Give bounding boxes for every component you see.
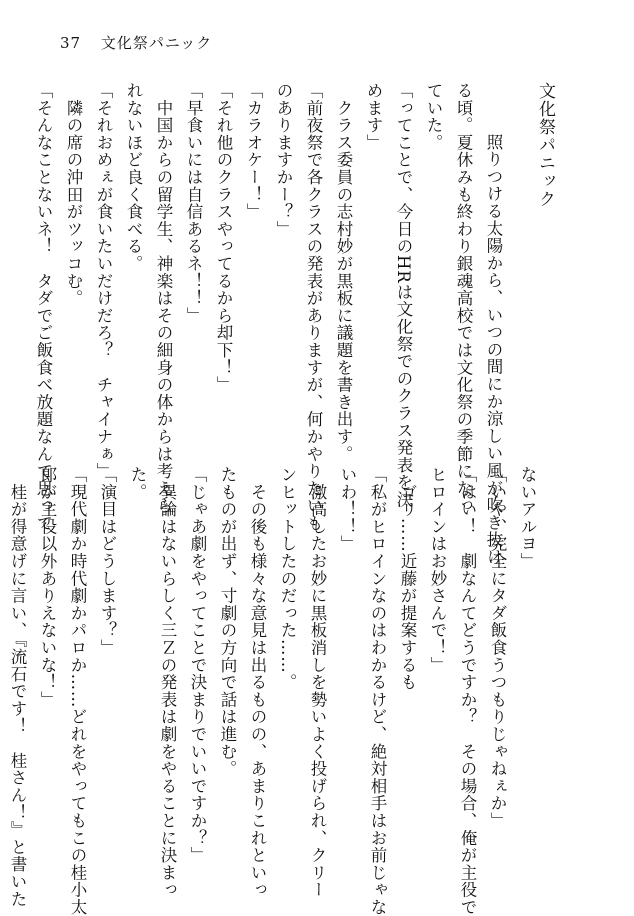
text-line: 「早食いには自信あるネ！！」 xyxy=(184,82,203,325)
text-line: 「ってことで、今日のHRは文化祭でのクラス発表を決 xyxy=(394,82,413,509)
text-line: 隣の席の沖田がツッコむ。 xyxy=(64,82,83,307)
page-number: 37 xyxy=(60,34,82,52)
chapter-title: 文化祭パニック xyxy=(535,82,555,208)
text-line: 「カラオケー！」 xyxy=(244,82,263,221)
text-line: 異論はないらしく三Ｚの発表は劇をやることに決まっ xyxy=(158,466,177,899)
text-line: いわ！！」 xyxy=(338,466,357,553)
text-line: 「演目はどうします？」 xyxy=(98,466,117,657)
text-line: ていた。 xyxy=(424,82,443,152)
text-line: れないほど良く食べる。 xyxy=(124,82,143,273)
text-line: た。 xyxy=(128,466,147,501)
text-line: クラス委員の志村妙が黒板に議題を書き出す。 xyxy=(334,82,353,463)
text-line: ないアルヨ」 xyxy=(518,466,537,570)
text-line: 「現代劇か時代劇かパロか……どれをやってもこの桂小太 xyxy=(68,466,87,916)
text-line: ンヒットしたのだった……。 xyxy=(278,466,297,691)
text-line: 「それ他のクラスやってるから却下！」 xyxy=(214,82,233,394)
text-line: めます」 xyxy=(364,82,383,152)
text-line: 桂が得意げに言い、『流石です！ 桂さん！』と書いた xyxy=(8,466,27,908)
text-line: 「じゃあ劇をやってことで決まりでいいですか？」 xyxy=(188,466,207,864)
text-line: その後も様々な意見は出るものの、あまりこれといっ xyxy=(248,466,267,899)
text-line: 郎が主役以外ありえないな！」 xyxy=(38,466,57,709)
text-line: ヒロインはお妙さんで！」 xyxy=(428,466,447,674)
text-line: 「そんなことないネ！ タダでご飯食べ放題なんて思って xyxy=(34,82,53,532)
text-line: のありますかー？」 xyxy=(274,82,293,238)
running-header xyxy=(60,32,212,53)
text-line: ゴリ……近藤が提案するも xyxy=(398,466,417,691)
text-line: たものが出ず、寸劇の方向で話は進む。 xyxy=(218,466,237,778)
text-line: る頃。夏休みも終わり銀魂高校では文化祭の季節になっ xyxy=(454,82,473,515)
text-block-bottom xyxy=(0,466,542,916)
text-line: 「私がヒロインなのはわかるけど、絶対相手はお前じゃな xyxy=(368,466,387,916)
text-line: 「はい！ 劇なんてどうですか？ その場合、俺が主役で xyxy=(458,466,477,916)
text-line: 照りつける太陽から、いつの間にか涼しい風が吹き抜け xyxy=(484,116,503,566)
text-line: 中国からの留学生、神楽はその細身の体からは考えら xyxy=(154,82,173,515)
running-title: 文化祭パニック xyxy=(100,34,213,52)
text-line: 「前夜祭で各クラスの発表がありますが、何かやりたいも xyxy=(304,82,323,532)
text-line: 「それおめぇが食いたいだけだろ？ チャイナぁ」 xyxy=(94,82,113,480)
text-line: 激高したお妙に黒板消しを勢いよく投げられ、クリー xyxy=(308,466,327,899)
text-line: 「いや、完全にタダ飯食うつもりじゃねぇか」 xyxy=(488,466,507,830)
